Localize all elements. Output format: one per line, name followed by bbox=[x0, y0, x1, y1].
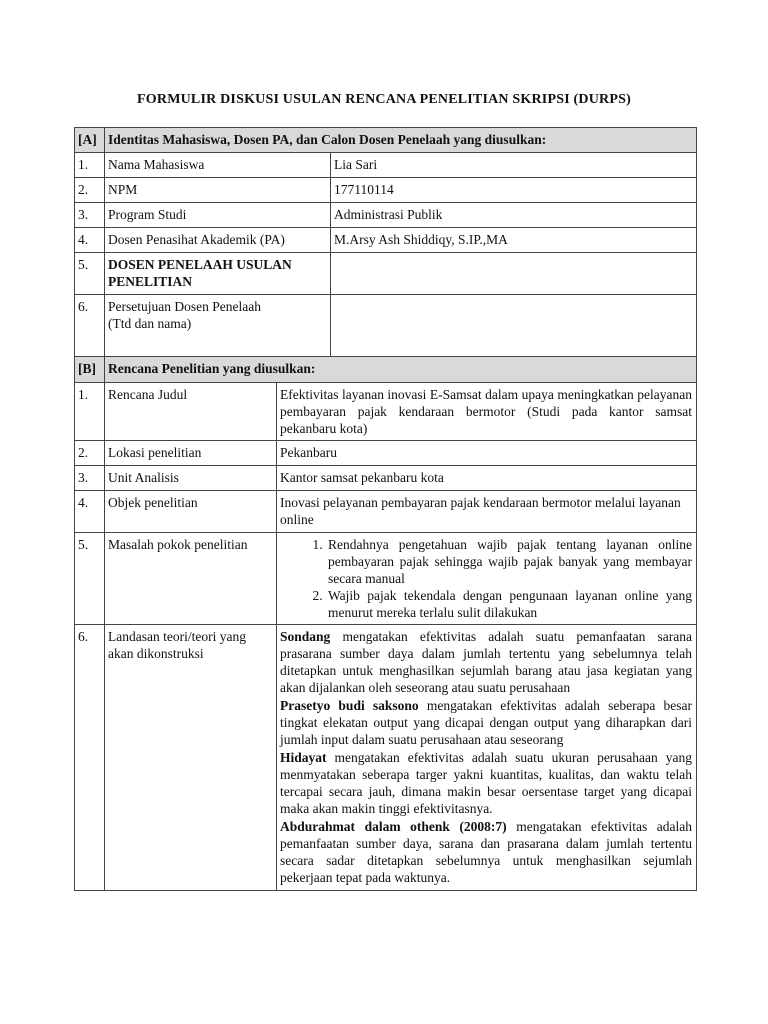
row-lokasi bbox=[75, 441, 697, 466]
section-a-table bbox=[74, 127, 697, 357]
masalah-list bbox=[280, 536, 692, 621]
persetujuan-sublabel: (Ttd dan nama) bbox=[108, 316, 192, 331]
field-label: Lokasi penelitian bbox=[105, 441, 277, 466]
row-landasan-teori bbox=[75, 625, 697, 891]
row-number: 5. bbox=[75, 253, 105, 295]
field-value: Pekanbaru bbox=[277, 441, 697, 466]
field-label: NPM bbox=[105, 178, 331, 203]
signature-field bbox=[331, 295, 697, 357]
list-item: 1. Rendahnya pengetahuan wajib pajak tentang layanan online pembayaran pajak sehingga wajib pajak banyak yang membayar secara manual bbox=[326, 536, 692, 587]
field-label: Landasan teori/teori yang akan dikonstruksi bbox=[105, 625, 277, 891]
section-b-table bbox=[74, 356, 697, 891]
field-label: Dosen Penasihat Akademik (PA) bbox=[105, 228, 331, 253]
field-label: DOSEN PENELAAH USULAN PENELITIAN bbox=[105, 253, 331, 295]
field-label: Masalah pokok penelitian bbox=[105, 533, 277, 625]
row-number: 2. bbox=[75, 178, 105, 203]
section-b-header: Rencana Penelitian yang diusulkan: bbox=[105, 357, 697, 383]
row-objek bbox=[75, 491, 697, 533]
row-number: 4. bbox=[75, 491, 105, 533]
row-number: 5. bbox=[75, 533, 105, 625]
field-value: Inovasi pelayanan pembayaran pajak kendaraan bermotor melalui layanan online bbox=[277, 491, 697, 533]
theory-paragraph bbox=[280, 628, 692, 696]
row-persetujuan bbox=[75, 295, 697, 357]
field-label: Nama Mahasiswa bbox=[105, 153, 331, 178]
field-value: 177110114 bbox=[331, 178, 697, 203]
field-label: Rencana Judul bbox=[105, 383, 277, 441]
theory-text: mengatakan efektivitas adalah seberapa besar tingkat elekatan output yang dicapai dengan output yang diharapkan dari jumlah input dalam suatu perusahaan atau seseorang bbox=[280, 698, 693, 747]
field-label: Objek penelitian bbox=[105, 491, 277, 533]
row-program-studi bbox=[75, 203, 697, 228]
theory-text: mengatakan efektivitas adalah pemanfaatan sumber daya, sarana dan prasarana dalam jumlah tertentu secara sadar ditetapkan sebelumnya untuk menghasilkan sejumlah pekerjaan tepat pada waktunya. bbox=[280, 819, 693, 885]
section-a-code: [A] bbox=[75, 128, 105, 153]
persetujuan-label: Persetujuan Dosen Penelaah bbox=[108, 299, 261, 314]
field-value: M.Arsy Ash Shiddiqy, S.IP.,MA bbox=[331, 228, 697, 253]
theory-author: Prasetyo budi saksono bbox=[280, 698, 419, 713]
section-a-header-row bbox=[75, 128, 697, 153]
row-number: 6. bbox=[75, 295, 105, 357]
row-dosen-penelaah bbox=[75, 253, 697, 295]
theory-paragraph bbox=[280, 749, 692, 817]
section-b-header-row bbox=[75, 357, 697, 383]
field-label bbox=[105, 295, 331, 357]
field-value: Administrasi Publik bbox=[331, 203, 697, 228]
row-number: 1. bbox=[75, 153, 105, 178]
field-value: Lia Sari bbox=[331, 153, 697, 178]
field-label: Unit Analisis bbox=[105, 466, 277, 491]
row-number: 1. bbox=[75, 383, 105, 441]
field-value: Kantor samsat pekanbaru kota bbox=[277, 466, 697, 491]
row-npm bbox=[75, 178, 697, 203]
field-value: Efektivitas layanan inovasi E-Samsat dalam upaya meningkatkan pelayanan pembayaran pajak kendaraan bermotor (Studi pada kantor samsat pekanbaru kota) bbox=[277, 383, 697, 441]
theory-author: Abdurahmat dalam othenk (2008:7) bbox=[280, 819, 507, 834]
row-number: 2. bbox=[75, 441, 105, 466]
row-number: 3. bbox=[75, 466, 105, 491]
row-rencana-judul bbox=[75, 383, 697, 441]
theory-paragraph bbox=[280, 697, 692, 748]
theory-author: Sondang bbox=[280, 629, 331, 644]
field-value bbox=[277, 533, 697, 625]
row-masalah bbox=[75, 533, 697, 625]
field-value bbox=[331, 253, 697, 295]
list-item: 2. Wajib pajak tekendala dengan pengunaan layanan online yang menurut mereka terlalu sulit dilakukan bbox=[326, 587, 692, 621]
field-label: Program Studi bbox=[105, 203, 331, 228]
row-number: 6. bbox=[75, 625, 105, 891]
theory-text: mengatakan efektivitas adalah suatu pemanfaatan sarana prasarana sumber daya dalam jumlah tertentu yang sebelumnya telah ditetapkan untuk menghasilkan sejumlah barang atau jasa kegiatan yang akan dijalankan oleh seseorang atau suatu perusahaan bbox=[280, 629, 693, 695]
row-number: 3. bbox=[75, 203, 105, 228]
row-number: 4. bbox=[75, 228, 105, 253]
field-value bbox=[277, 625, 697, 891]
section-b-code: [B] bbox=[75, 357, 105, 383]
row-unit-analisis bbox=[75, 466, 697, 491]
theory-author: Hidayat bbox=[280, 750, 327, 765]
row-dosen-pa bbox=[75, 228, 697, 253]
theory-text: mengatakan efektivitas adalah suatu ukuran perusahaan yang menmyatakan seberapa targer yakni kuantitas, kualitas, dan waktu telah tercapai secara jauh, dimana makin besar oersentase target yang dicapai maka akan makin tinggi efektivitasnya. bbox=[280, 750, 693, 816]
section-a-header: Identitas Mahasiswa, Dosen PA, dan Calon Dosen Penelaah yang diusulkan: bbox=[105, 128, 697, 153]
form-title: FORMULIR DISKUSI USULAN RENCANA PENELITIAN SKRIPSI (DURPS) bbox=[137, 92, 631, 107]
theory-paragraph bbox=[280, 818, 692, 886]
row-nama-mahasiswa bbox=[75, 153, 697, 178]
